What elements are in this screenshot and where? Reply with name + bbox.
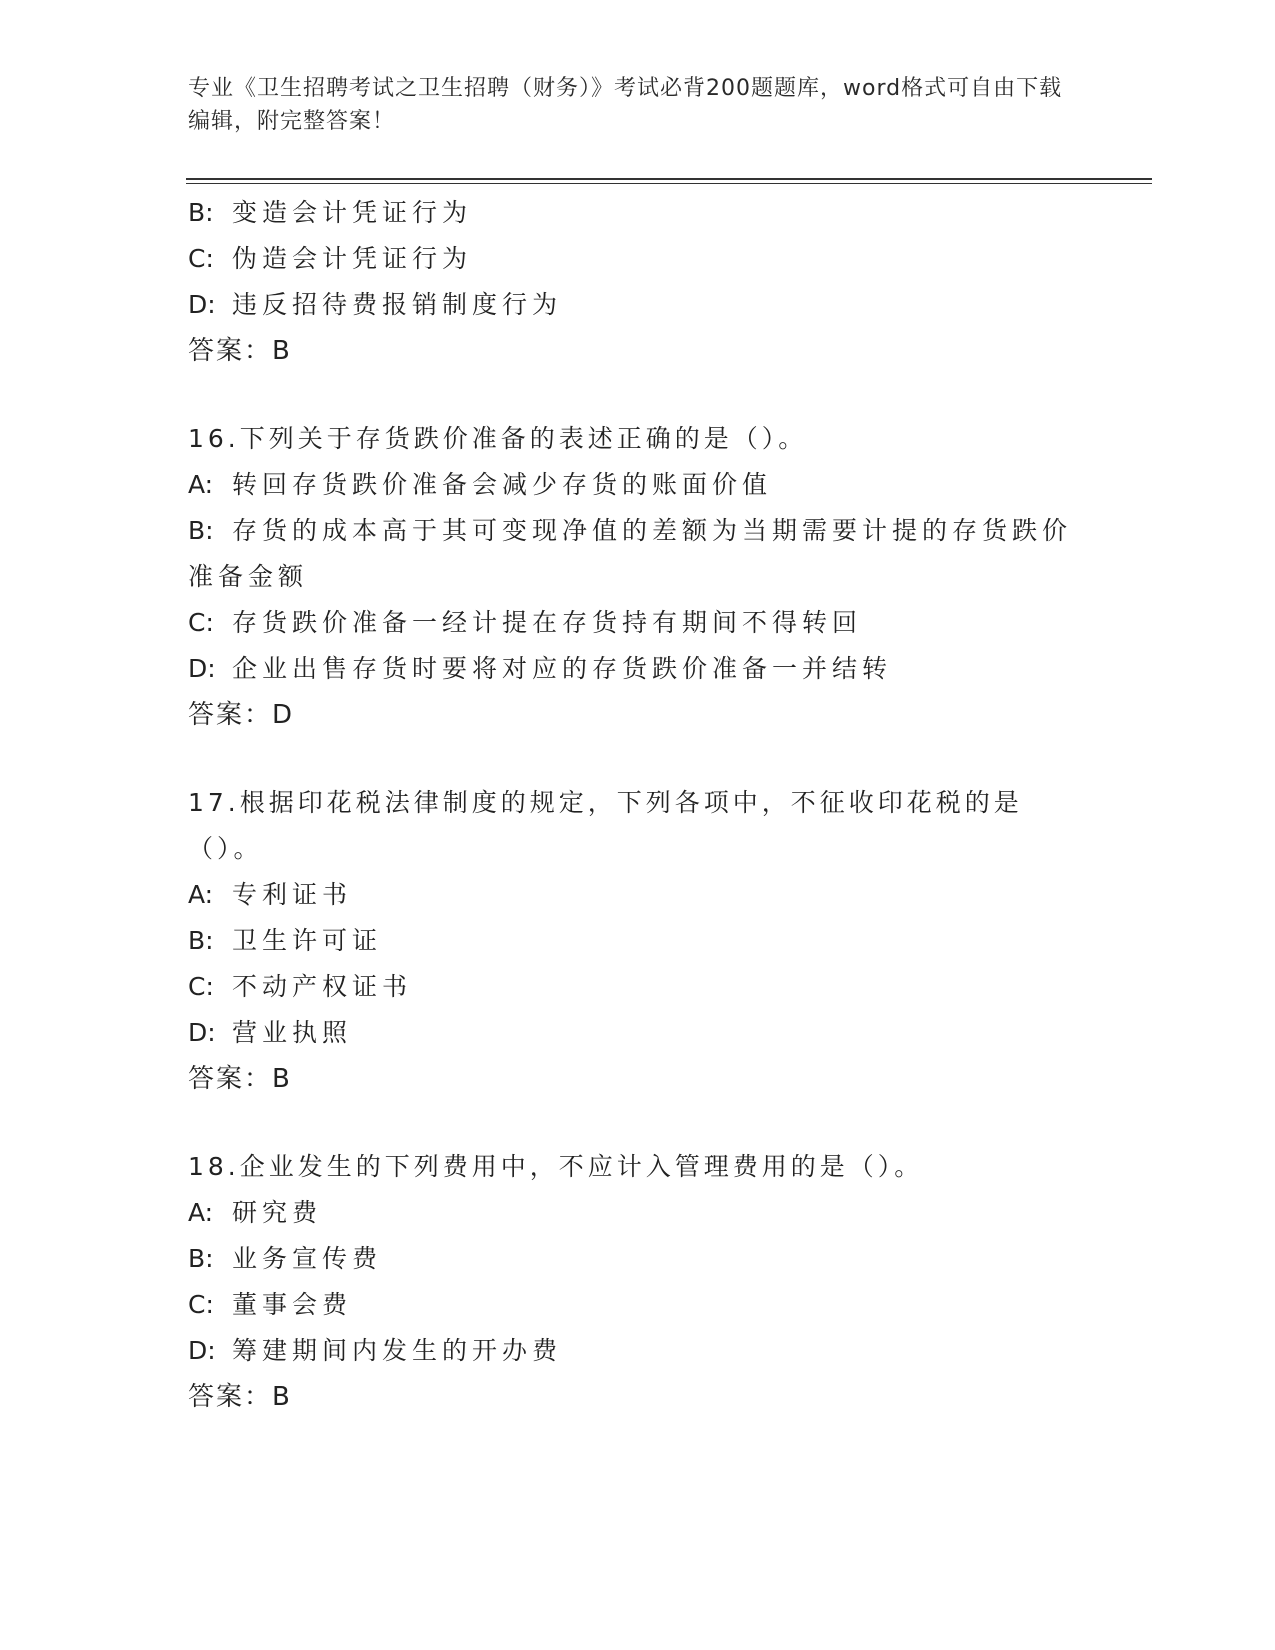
option-text: 专利证书 <box>232 880 353 909</box>
option-label: A: <box>188 1198 214 1227</box>
option-a <box>188 872 1088 918</box>
option-label: B: <box>188 198 214 227</box>
option-c <box>188 236 1088 282</box>
document-body <box>188 190 1088 1420</box>
option-label: C: <box>188 972 214 1001</box>
option-text: 企业出售存货时要将对应的存货跌价准备一并结转 <box>232 654 893 683</box>
option-c <box>188 1282 1088 1328</box>
option-label: D: <box>188 1336 216 1365</box>
option-label: D: <box>188 290 216 319</box>
question-16 <box>188 416 1088 738</box>
option-text: 研究费 <box>232 1198 323 1227</box>
option-text: 筹建期间内发生的开办费 <box>232 1336 563 1365</box>
answer-line: 答案：D <box>188 700 295 730</box>
option-c <box>188 600 1088 646</box>
option-text: 存货跌价准备一经计提在存货持有期间不得转回 <box>232 608 863 637</box>
option-label: B: <box>188 926 214 955</box>
option-text: 不动产权证书 <box>232 972 413 1001</box>
answer-line: 答案：B <box>188 1064 292 1094</box>
option-label: C: <box>188 1290 214 1319</box>
option-a <box>188 1190 1088 1236</box>
option-label: D: <box>188 654 216 683</box>
option-text: 变造会计凭证行为 <box>232 198 473 227</box>
option-text: 伪造会计凭证行为 <box>232 244 473 273</box>
option-b <box>188 1236 1088 1282</box>
option-label: C: <box>188 244 214 273</box>
question-17 <box>188 780 1088 1102</box>
question-title: 16.下列关于存货跌价准备的表述正确的是（）。 <box>188 424 808 453</box>
option-text: 转回存货跌价准备会减少存货的账面价值 <box>232 470 773 499</box>
option-d <box>188 282 1088 328</box>
option-text: 业务宣传费 <box>232 1244 383 1273</box>
option-b <box>188 918 1088 964</box>
header-rule-thin <box>186 183 1152 184</box>
question-title: 17.根据印花税法律制度的规定，下列各项中，不征收印花税的是（）。 <box>188 788 1023 863</box>
option-label: A: <box>188 470 214 499</box>
option-a <box>188 462 1088 508</box>
option-text: 存货的成本高于其可变现净值的差额为当期需要计提的存货跌价准备金额 <box>188 516 1073 591</box>
question-15-continued <box>188 190 1088 374</box>
option-c <box>188 964 1088 1010</box>
option-label: B: <box>188 516 214 545</box>
header-rule-thick <box>186 178 1152 180</box>
question-18 <box>188 1144 1088 1420</box>
option-label: A: <box>188 880 214 909</box>
option-d <box>188 1010 1088 1056</box>
option-d <box>188 646 1088 692</box>
option-b <box>188 508 1088 600</box>
answer-line: 答案：B <box>188 336 292 366</box>
option-text: 违反招待费报销制度行为 <box>232 290 563 319</box>
document-header: 专业《卫生招聘考试之卫生招聘（财务）》考试必背200题题库，word格式可自由下载编辑，附完整答案！ <box>188 76 1063 134</box>
answer-line: 答案：B <box>188 1382 292 1412</box>
option-label: D: <box>188 1018 216 1047</box>
option-label: B: <box>188 1244 214 1273</box>
option-label: C: <box>188 608 214 637</box>
option-b <box>188 190 1088 236</box>
option-text: 卫生许可证 <box>232 926 383 955</box>
question-title: 18.企业发生的下列费用中，不应计入管理费用的是（）。 <box>188 1152 924 1181</box>
option-text: 营业执照 <box>232 1018 353 1047</box>
option-text: 董事会费 <box>232 1290 353 1319</box>
option-d <box>188 1328 1088 1374</box>
